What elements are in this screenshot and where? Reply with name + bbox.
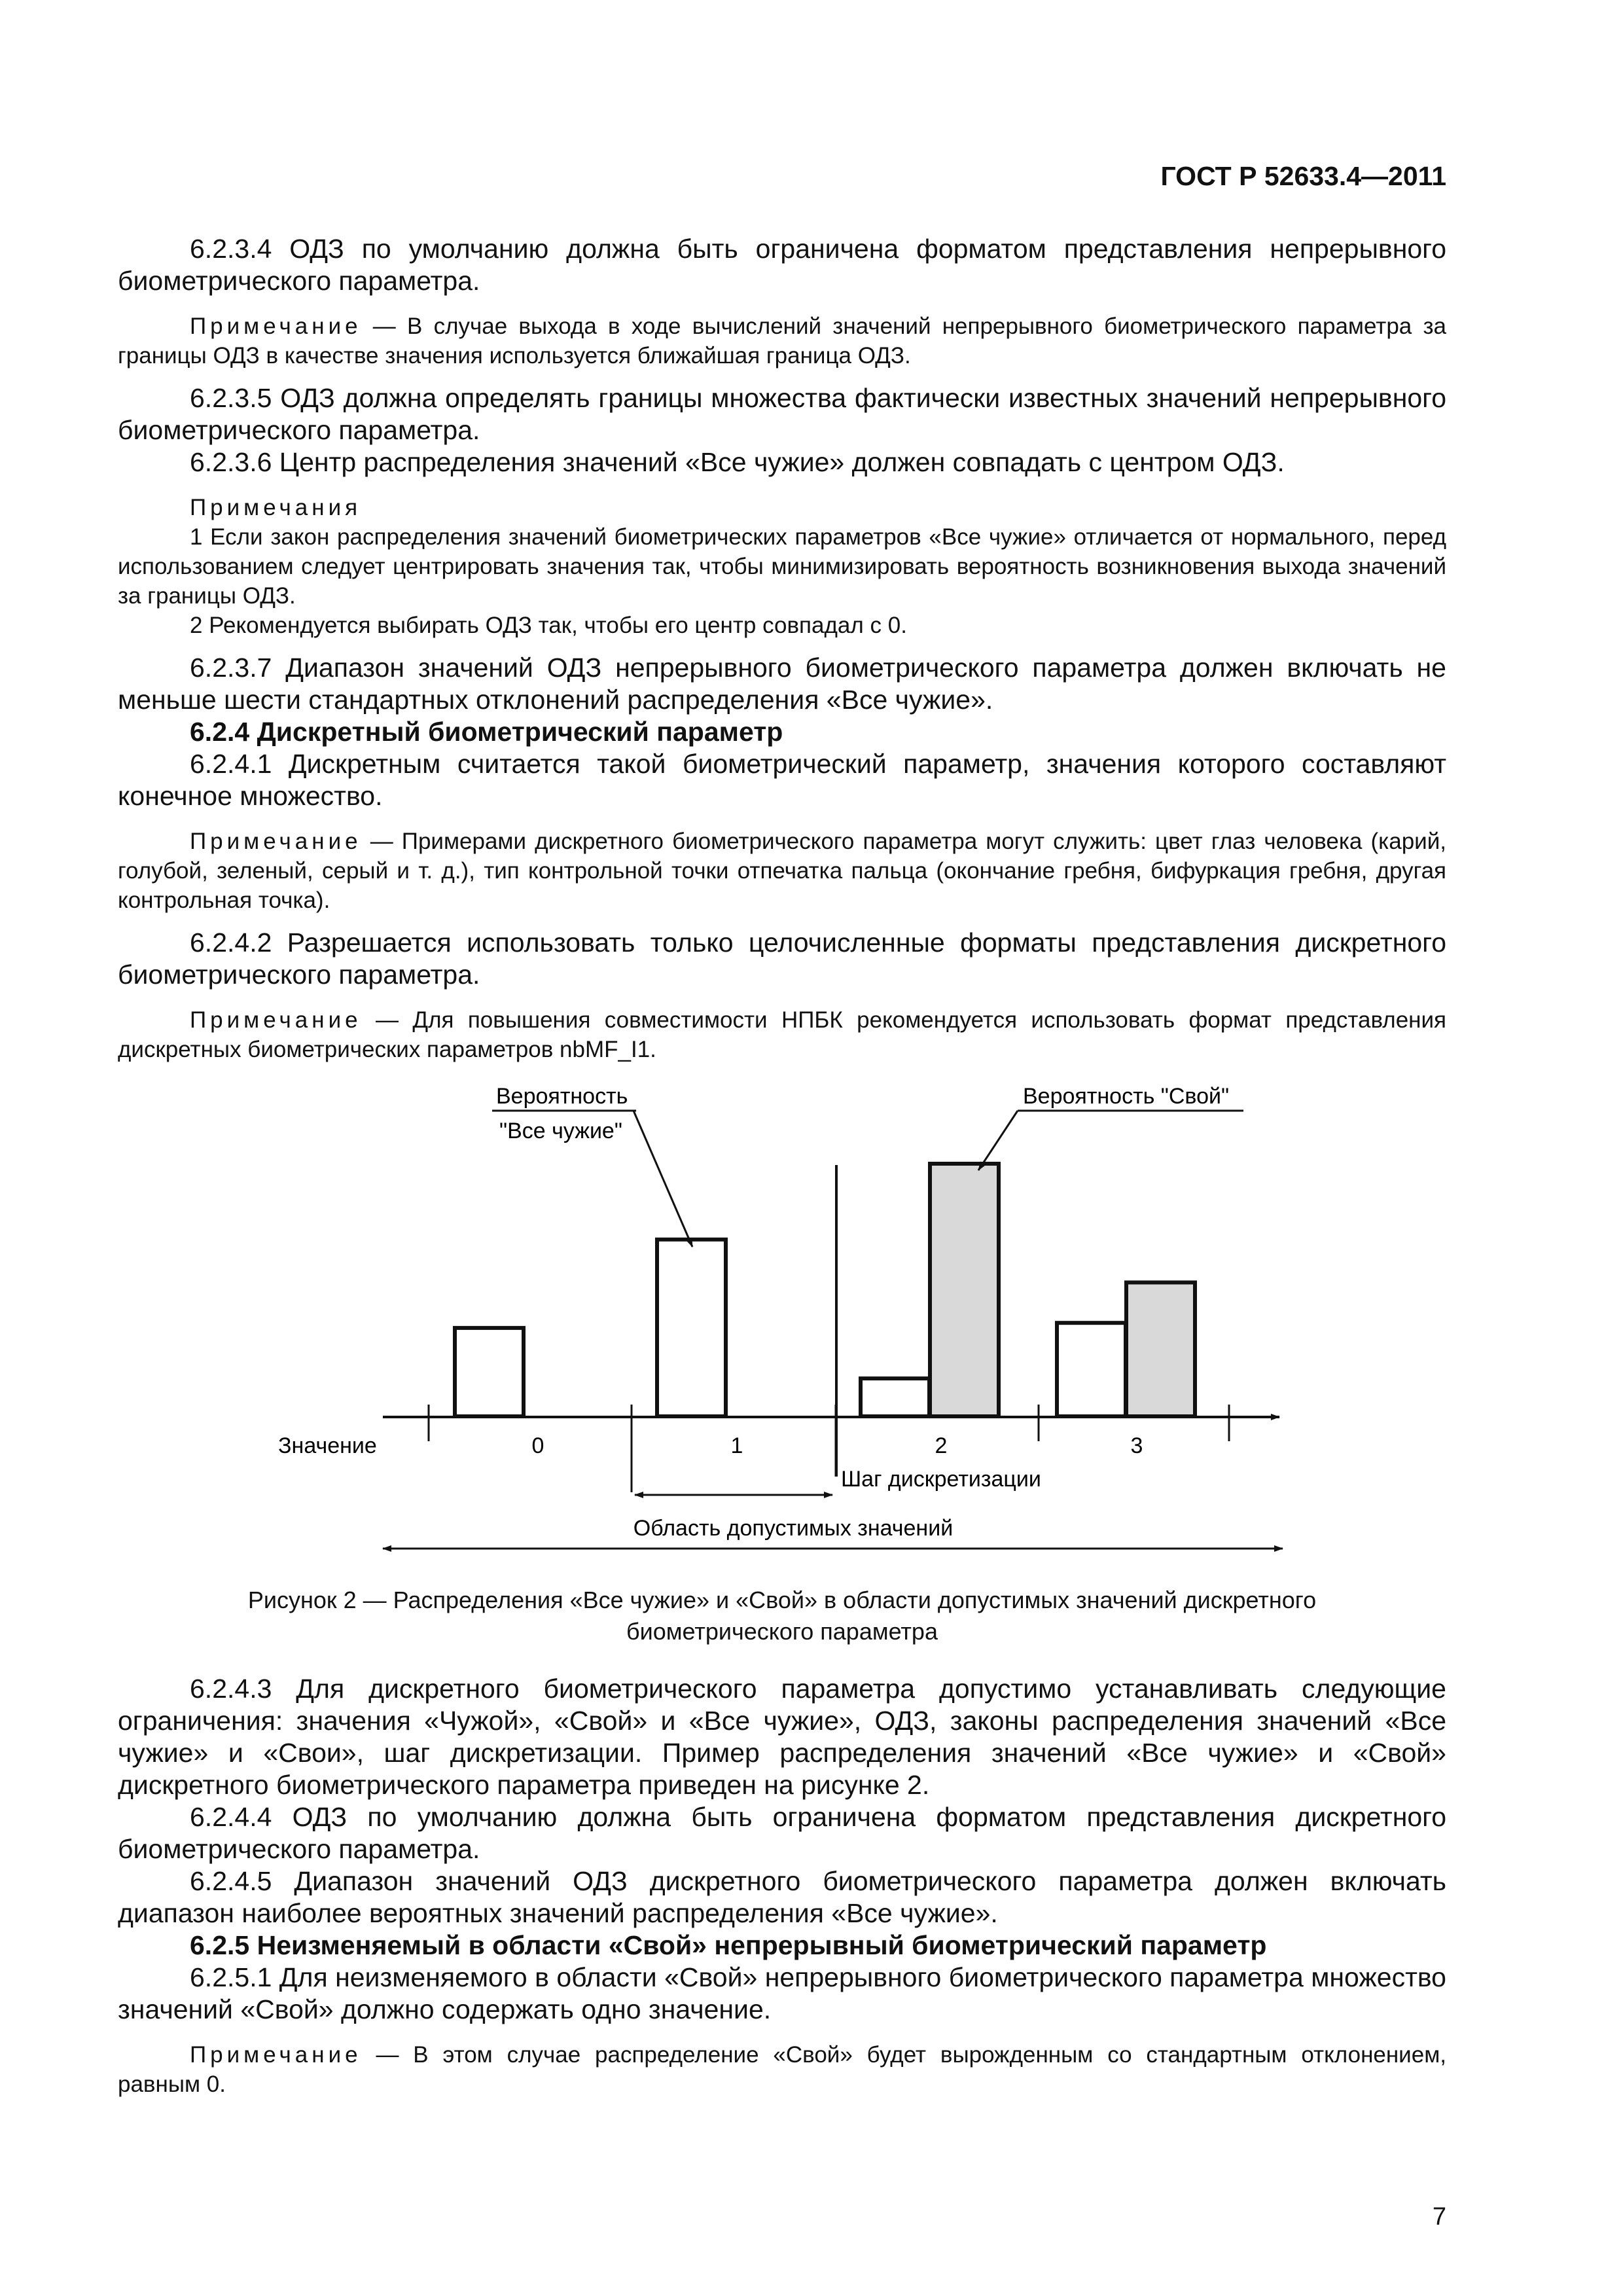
paragraph: 6.2.4.3 Для дискретного биометрического параметра допустимо устанавливать следующие ограничения: значения «Чужой», «Свой» и «Все чужие», ОДЗ, законы распределения значений «Все чужие» и «Свои», шаг дискретизации. Пример распределения значений «Все чужие» и «Свой» дискретного биометрического параметра приведен на рисунке 2. bbox=[118, 1674, 1446, 1800]
note-text: — В этом случае распределение «Свой» будет вырожденным со стандартным отклонением, равным 0. bbox=[118, 2042, 1446, 2097]
tick-label: 2 bbox=[935, 1433, 948, 1458]
label-all-line2: "Все чужие" bbox=[499, 1119, 622, 1143]
paragraph: 6.2.4.1 Дискретным считается такой биометрический параметр, значения которого составляют конечное множество. bbox=[118, 749, 1446, 811]
note-label: Примечание bbox=[190, 314, 362, 339]
axis-label: Значение bbox=[278, 1433, 377, 1458]
section-heading: 6.2.4 Дискретный биометрический параметр bbox=[190, 717, 783, 747]
callout-arrow-own bbox=[978, 1111, 1018, 1170]
note-label: Примечание bbox=[190, 2042, 362, 2068]
note-label: Примечание bbox=[190, 829, 362, 854]
note-text: — Для повышения совместимости НПБК рекомендуется использовать формат представления дискретных биометрических параметров nbMF_I1. bbox=[118, 1007, 1446, 1062]
bars-group bbox=[455, 1164, 1195, 1416]
paragraph: 6.2.3.5 ОДЗ должна определять границы множества фактически известных значений непрерывного биометрического параметра. bbox=[118, 383, 1446, 445]
tick-label: 3 bbox=[1130, 1433, 1143, 1458]
document-header: ГОСТ Р 52633.4—2011 bbox=[1160, 161, 1446, 191]
paragraph: 6.2.4.5 Диапазон значений ОДЗ дискретного биометрического параметра должен включать диапазон наиболее вероятных значений распределения «Все чужие». bbox=[118, 1866, 1446, 1928]
section-heading: 6.2.5 Неизменяемый в области «Свой» непрерывный биометрический параметр bbox=[190, 1930, 1267, 1960]
callout-arrow-all bbox=[633, 1111, 692, 1247]
paragraph: 6.2.3.6 Центр распределения значений «Все чужие» должен совпадать с центром ОДЗ. bbox=[190, 447, 1285, 477]
notes-label: Примечания bbox=[190, 495, 362, 520]
step-label: Шаг дискретизации bbox=[841, 1467, 1041, 1492]
paragraph: 6.2.3.4 ОДЗ по умолчанию должна быть ограничена форматом представления непрерывного биометрического параметра. bbox=[118, 234, 1446, 296]
paragraph: 6.2.4.4 ОДЗ по умолчанию должна быть ограничена форматом представления дискретного биометрического параметра. bbox=[118, 1802, 1446, 1864]
bar-own-2 bbox=[930, 1164, 999, 1416]
page-number: 7 bbox=[1432, 2203, 1446, 2231]
note-item: 1 Если закон распределения значений биометрических параметров «Все чужие» отличается от нормального, перед использованием следует центрировать значения так, чтобы минимизировать вероятность возникновения выхода значений за границы ОДЗ. bbox=[118, 524, 1446, 609]
bar-all-3 bbox=[1057, 1323, 1126, 1416]
note-label: Примечание bbox=[190, 1007, 362, 1033]
bar-all-0 bbox=[455, 1328, 524, 1416]
bar-own-3 bbox=[1126, 1282, 1195, 1416]
caption-line: Рисунок 2 — Распределения «Все чужие» и «Свой» в области допустимых значений дискретного bbox=[247, 1587, 1317, 1613]
bar-all-1 bbox=[657, 1240, 726, 1416]
paragraph: 6.2.3.7 Диапазон значений ОДЗ непрерывного биометрического параметра должен включать не меньше шести стандартных отклонений распределения «Все чужие». bbox=[118, 653, 1446, 715]
figure-caption bbox=[118, 1585, 1446, 1647]
label-own: Вероятность "Свой" bbox=[1023, 1084, 1230, 1109]
note-text: — Примерами дискретного биометрического параметра могут служить: цвет глаз человека (карий, голубой, зеленый, серый и т. д.), тип контрольной точки отпечатка пальца (окончание гребня, бифуркация гребня, другая контрольная точка). bbox=[118, 829, 1446, 913]
range-label: Область допустимых значений bbox=[633, 1516, 954, 1541]
bar-all-2 bbox=[861, 1378, 929, 1416]
tick-label: 0 bbox=[531, 1433, 544, 1458]
caption-line: биометрического параметра bbox=[626, 1618, 938, 1645]
tick-label: 1 bbox=[730, 1433, 743, 1458]
note-item: 2 Рекомендуется выбирать ОДЗ так, чтобы его центр совпадал с 0. bbox=[190, 613, 907, 638]
paragraph: 6.2.5.1 Для неизменяемого в области «Свой» непрерывного биометрического параметра множество значений «Свой» должно содержать одно значение. bbox=[118, 1962, 1446, 2024]
paragraph: 6.2.4.2 Разрешается использовать только целочисленные форматы представления дискретного биометрического параметра. bbox=[118, 927, 1446, 990]
label-all-line1: Вероятность bbox=[496, 1084, 628, 1109]
note-text: — В случае выхода в ходе вычислений значений непрерывного биометрического параметра за границы ОДЗ в качестве значения используется ближайшая граница ОДЗ. bbox=[118, 314, 1446, 368]
document-body-bottom bbox=[118, 1673, 1446, 2111]
note bbox=[118, 2040, 1446, 2099]
